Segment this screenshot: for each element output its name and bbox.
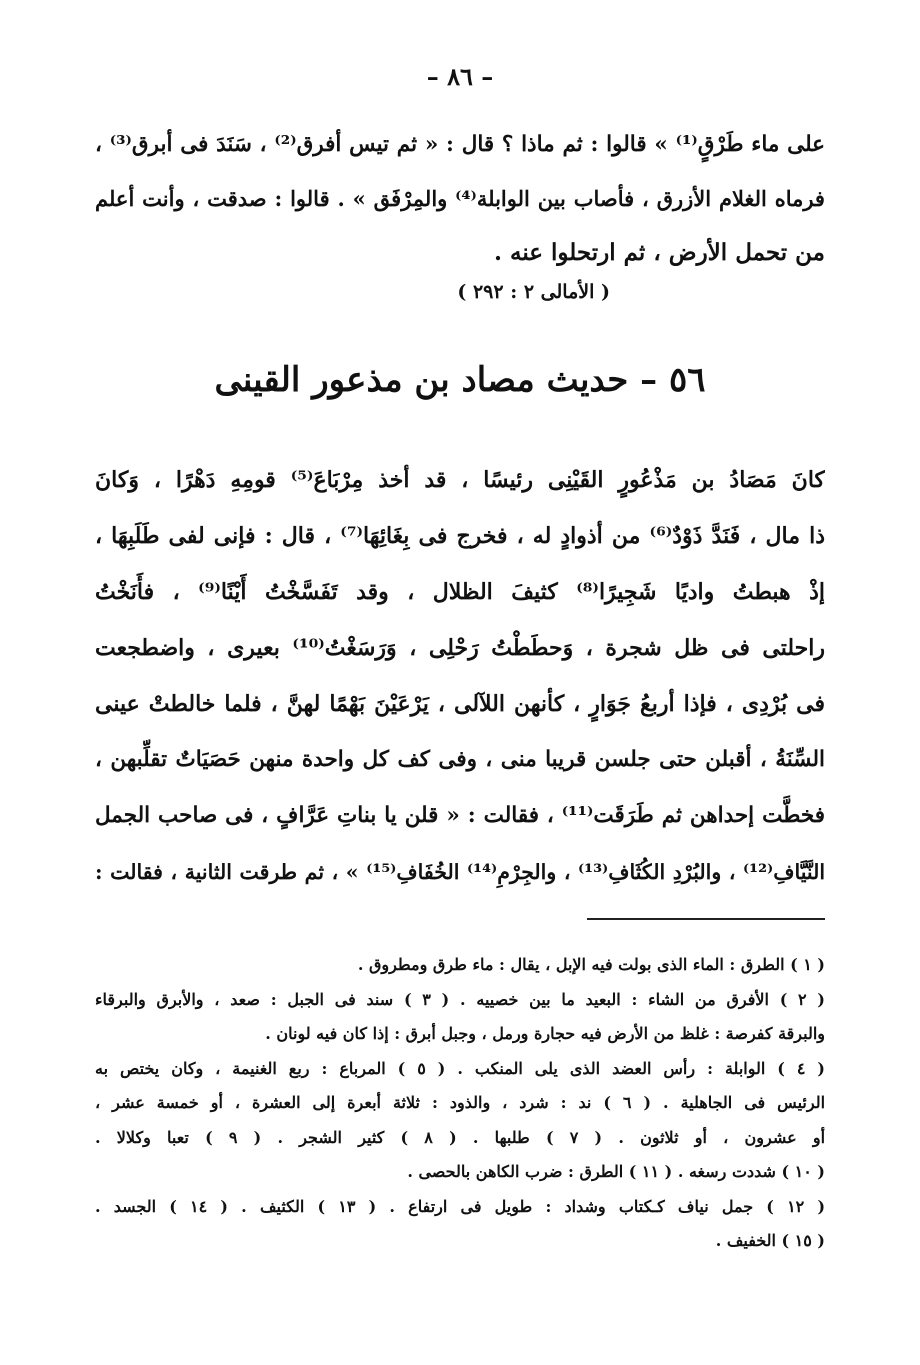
footnotes	[95, 948, 825, 1259]
body-line: ذا مال ، فَنَدَّ ذَوْدٌ⁽⁶⁾ من أذوادٍ له ، فخرج فى بِغَائِهَا⁽⁷⁾ ، قال : فإنى لفى طَلَبِهَا ،	[95, 523, 825, 549]
body-line: النَّيَّافِ⁽¹²⁾ ، والبُرْدِ الكُثَافِ⁽¹³⁾ ، والجِرْمِ⁽¹⁴⁾ الخُفَافِ⁽¹⁵⁾ » ، ثم طرقت الثانية ، فقالت :	[95, 860, 825, 884]
intro-line: على ماء طَرْقٍ⁽¹⁾ » قالوا : ثم ماذا ؟ قال : « ثم تيس أفرق⁽²⁾ ، سَنَدَ فى أبرق⁽³⁾ ،	[95, 132, 825, 157]
body-line: إذْ هبطتُ واديًا شَجِيرًا⁽⁸⁾ كثيفَ الظلال ، وقد تَفَسَّخْتُ أَيْنًا⁽⁹⁾ ، فأَنَخْتُ	[95, 579, 825, 605]
footnote-line: والبرقة كفرصة : غلظ من الأرض فيه حجارة ورمل ، وجبل أبرق : إذا كان فيه لونان .	[265, 1024, 825, 1043]
intro-paragraph	[95, 118, 825, 280]
intro-line: فرماه الغلام الأزرق ، فأصاب بين الوابلة⁽⁴⁾ والمِرْفَق » . قالوا : صدقت ، وأنت أعلم	[95, 186, 825, 211]
body-line: راحلتى فى ظل شجرة ، وَحطَطْتُ رَحْلِى ، وَرَسَغْتُ⁽¹⁰⁾ بعيرى ، واضطجعت	[95, 635, 825, 661]
body-line: كانَ مَصَادُ بن مَذْعُورٍ القَيْنِى رئيسًا ، قد أخذ مِرْبَاعَ⁽⁵⁾ قومِهِ دَهْرًا ، وَكانَ	[95, 467, 825, 493]
source-citation: ( الأمالى ٢ : ٢٩٢ )	[457, 281, 610, 303]
body-line: فى بُرْدِى ، فإذا أربعُ جَوَارٍ ، كأنهن اللآلى ، يَرْعَيْنَ بَهْمًا لهنَّ ، فلما خالطتْ عينى	[95, 691, 825, 717]
page-number: – ٨٦ –	[426, 62, 494, 91]
chapter-body	[95, 452, 825, 900]
intro-line: من تحمل الأرض ، ثم ارتحلوا عنه .	[493, 239, 825, 266]
footnote-line: ( ١٠ ) شددت رسغه . ( ١١ ) الطرق : ضرب الكاهن بالحصى .	[407, 1162, 825, 1181]
footnote-line: ( ١٢ ) جمل نياف كـكتاب وشداد : طويل فى ارتفاع . ( ١٣ ) الكثيف . ( ١٤ ) الجسد .	[95, 1196, 825, 1216]
footnote-line: ( ٢ ) الأفرق من الشاء : البعيد ما بين خصييه . ( ٣ ) سند فى الجبل : صعد ، والأبرق والبرقاء	[95, 989, 825, 1009]
body-line: فخطَّت إحداهن ثم طَرَقَت⁽¹¹⁾ ، فقالت : « قلن يا بناتِ عَرَّافٍ ، فى صاحب الجمل	[95, 803, 825, 828]
body-line: السِّنَةُ ، أقبلن حتى جلسن قريبا منى ، وفى كف كل واحدة منهن حَصَيَاتٌ تقلِّبهن ،	[95, 747, 825, 772]
chapter-title: ٥٦ – حديث مصاد بن مذعور القينى	[214, 360, 706, 400]
footnote-divider	[587, 918, 825, 920]
footnote-line: ( ١٥ ) الخفيف .	[715, 1231, 825, 1250]
footnote-line: أو عشرون ، أو ثلاثون . ( ٧ ) طلبها . ( ٨ ) كثير الشجر . ( ٩ ) تعبا وكلالا .	[95, 1127, 825, 1147]
footnote-line: ( ٤ ) الوابلة : رأس العضد الذى يلى المنكب . ( ٥ ) المرباع : ربع الغنيمة ، وكان يختص به	[95, 1058, 825, 1078]
footnote-line: ( ١ ) الطرق : الماء الذى بولت فيه الإبل ، يقال : ماء طرق ومطروق .	[357, 955, 825, 974]
footnote-line: الرئيس فى الجاهلية . ( ٦ ) ند : شرد ، والذود : ثلاثة أبعرة إلى العشرة ، أو خمسة عشر ،	[95, 1093, 825, 1112]
